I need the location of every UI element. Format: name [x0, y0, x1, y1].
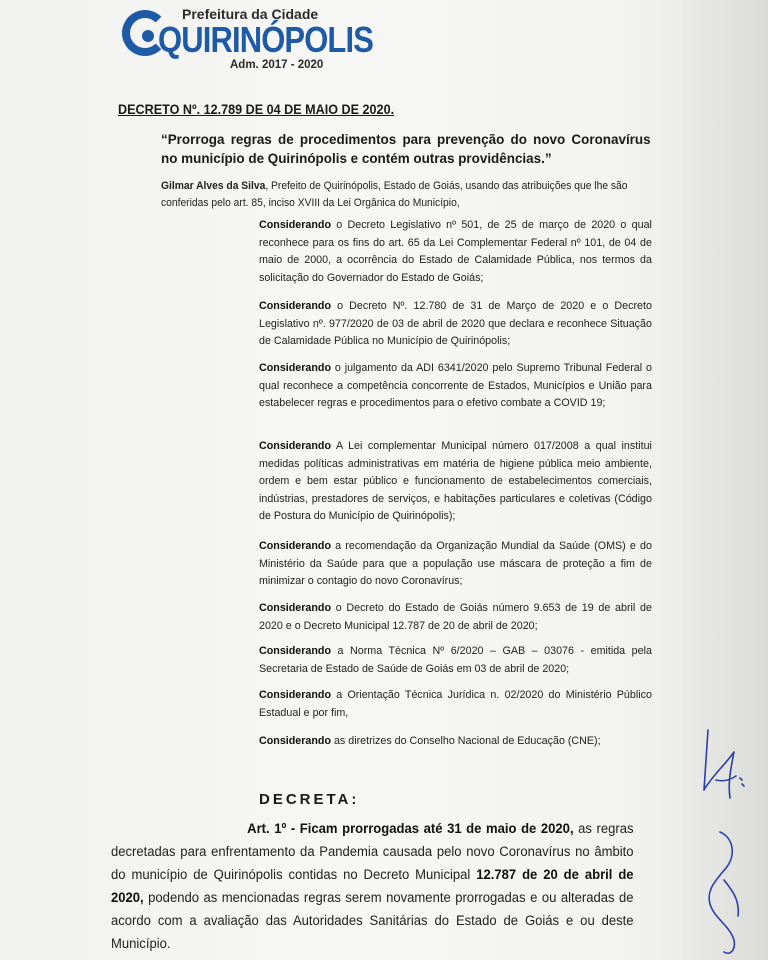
considerando-paragraph [259, 360, 652, 413]
article-1 [111, 818, 634, 956]
considerando-paragraph [259, 438, 652, 526]
considerando-keyword: Considerando [259, 645, 331, 657]
article-1-lead: Art. 1º - Ficam prorrogadas até 31 de maio de 2020, [247, 821, 574, 837]
logo-top-text: Prefeitura da Cidade [182, 6, 319, 22]
considerando-text: a recomendação da Organização Mundial da Saúde (OMS) e do Ministério da Saúde para que a população use máscara de proteção a fim de minimizar o contagio do novo Coronavírus; [259, 540, 652, 588]
considerando-paragraph [259, 600, 652, 635]
decree-title: DECRETO Nº. 12.789 DE 04 DE MAIO DE 2020. [118, 101, 395, 117]
considerando-text: o Decreto Nº. 12.780 de 31 de Março de 2020 e o Decreto Legislativo nº. 977/2020 de 03 de abril de 2020 que declara e reconhece Situação de Calamidade Pública no Município de Quirinópolis; [259, 300, 652, 348]
decreta-heading: DECRETA: [259, 791, 360, 808]
considerando-text: o Decreto do Estado de Goiás número 9.653 de 19 de abril de 2020 e o Decreto Municipal 12.787 de 20 de abril de 2020; [259, 602, 652, 632]
article-1-text-end: podendo as mencionadas regras serem novamente prorrogadas e ou alteradas de acordo com a avaliação das Autoridades Sanitárias do Estado de Goiás e ou deste Município. [111, 890, 634, 952]
preamble-text: , Prefeito de Quirinópolis, Estado de Goiás, usando das atribuições que lhe são conferidas pelo art. 85, inciso XVIII da Lei Orgânica do Município, [161, 180, 628, 209]
signature-initials [690, 720, 760, 960]
considerando-paragraph [259, 733, 652, 751]
considerando-paragraph [259, 217, 652, 287]
considerando-text: as diretrizes do Conselho Nacional de Educação (CNE); [330, 735, 601, 747]
logo-city-name: QUIRINÓPOLIS [158, 19, 374, 60]
logo-admin-period: Adm. 2017 - 2020 [230, 59, 324, 71]
decree-ementa: “Prorroga regras de procedimentos para prevenção do novo Coronavírus no município de Quirinópolis e contém outras providências.” [161, 131, 651, 166]
considerando-text: a Norma Técnica Nº 6/2020 – GAB – 03076 - emitida pela Secretaria de Estado de Saúde de Goiás em 03 de abril de 2020; [259, 645, 652, 675]
considerando-keyword: Considerando [259, 540, 331, 552]
city-logo [118, 4, 374, 74]
considerando-paragraph [259, 643, 652, 678]
considerando-keyword: Considerando [259, 219, 331, 231]
article-1-text: as regras decretadas para enfrentamento da Pandemia causada pelo novo Coronavírus no âmbito do município de Quirinópolis contidas no Decreto Municipal [111, 821, 634, 883]
considerando-paragraph [259, 298, 652, 351]
mayor-name: Gilmar Alves da Silva [161, 180, 266, 192]
article-1-decree-ref: 12.787 de 20 de abril de 2020, [111, 867, 634, 906]
considerando-keyword: Considerando [259, 300, 331, 312]
considerando-text: a Orientação Técnica Jurídica n. 02/2020 do Ministério Público Estadual e por fim, [259, 689, 652, 719]
considerando-text: o julgamento da ADI 6341/2020 pelo Supremo Tribunal Federal o qual reconhece a competência concorrente de Estados, Municípios e União para estabelecer regras e procedimentos para o efetivo combate a COVID 19; [259, 362, 652, 410]
considerando-keyword: Considerando [259, 362, 331, 374]
considerando-keyword: Considerando [259, 602, 331, 614]
considerando-keyword: Considerando [259, 735, 331, 747]
considerando-keyword: Considerando [259, 689, 331, 701]
considerando-text: A Lei complementar Municipal número 017/2008 a qual institui medidas políticas administrativas em matéria de higiene pública meio ambiente, ordem e bem estar público e funcionamento de estabelecimentos comerciais, indústrias, prestadores de serviços, e habitações particulares e coletivas (Código de Postura do Município de Quirinópolis); [259, 440, 652, 523]
decree-preamble [161, 178, 658, 212]
considerando-paragraph [259, 687, 652, 722]
considerando-keyword: Considerando [259, 440, 331, 452]
considerando-text: o Decreto Legislativo nº 501, de 25 de março de 2020 o qual reconhece para os fins do art. 65 da Lei Complementar Federal nº 101, de 04 de maio de 2000, a ocorrência do Estado de Calamidade Pública, nos termos da solicitação do Governador do Estado de Goiás; [259, 219, 652, 284]
logo-q-dot [142, 30, 154, 42]
considerando-paragraph [259, 538, 652, 591]
